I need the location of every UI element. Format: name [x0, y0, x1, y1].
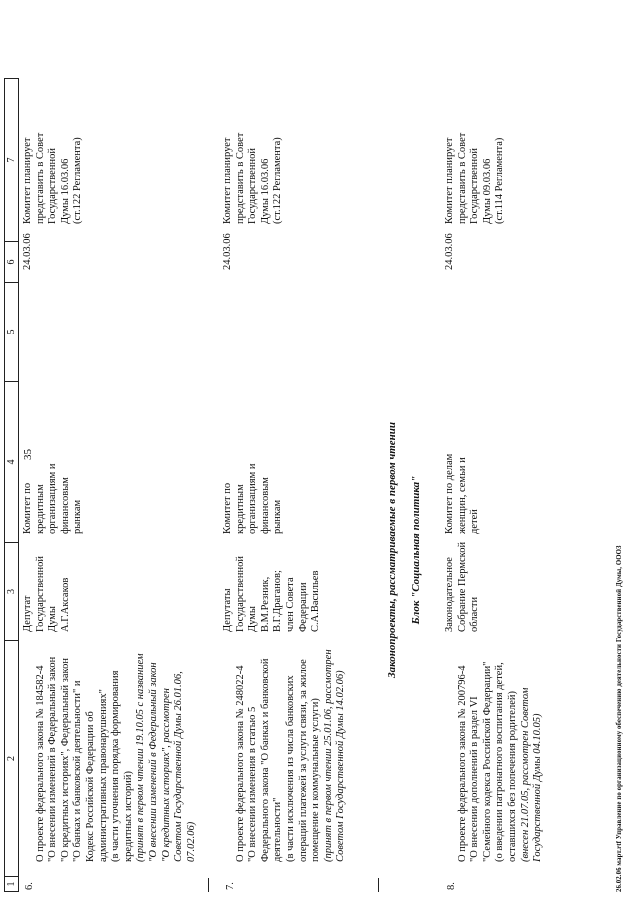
row-title-note: (внесен 21.07.05, рассмотрен Советом Государственной Думы 04.10.05) [519, 687, 544, 862]
row-date: 24.03.06 [444, 233, 455, 270]
row-title-note: (принят в первом чтении 25.01.06, рассмотрен Советом Государственной Думы 14.02.06) [322, 649, 347, 862]
row-title-note: (принят в первом чтении 19.10.05 с названием "О внесении изменений в Федеральный закон "О кредитных историях", рассмотрен Советом Государственной Думы 26.01.06, 07.02.06) [135, 653, 197, 862]
row-committee: Комитет по кредитным организациям и финансовым рынкам [22, 463, 84, 534]
section-heading: Законопроекты, рассматриваемые в первом чтении [386, 422, 398, 678]
header-col-2: 2 [5, 641, 19, 877]
row-committee: Комитет по кредитным организациям и финансовым рынкам [222, 463, 284, 534]
row-committee: Комитет по делам женщин, семьи и детей [444, 453, 481, 534]
row-title [444, 624, 545, 862]
block-heading: Блок "Социальная политика" [410, 475, 422, 625]
row-plan: Комитет планирует представить в Совет Государственной Думы 16.03.06 (ст.122 Регламента) [22, 132, 84, 224]
row-title [222, 624, 348, 862]
row-plan: Комитет планирует представить в Совет Государственной Думы 09.03.06 (ст.114 Регламента) [444, 132, 506, 224]
table-header [4, 78, 19, 892]
row-author: Депутаты Государственной Думы В.М.Резник, В.Г.Драганов; член Совета Федерации С.А.Васильев [222, 556, 322, 632]
row-date: 24.03.06 [22, 233, 33, 270]
header-col-4: 4 [5, 382, 19, 543]
row-author: Депутат Государственной Думы А.Г.Аксаков [22, 556, 71, 632]
page-footer: 26.02.06 март.rtf Управление по организационному обеспечению деятельности Государственной Думы, ООО3 [616, 545, 623, 892]
row-title [22, 624, 198, 862]
row-plan: Комитет планирует представить в Совет Государственной Думы 16.03.06 (ст.122 Регламента) [222, 132, 284, 224]
row-number: 6. [24, 882, 35, 890]
row-title-text: О проекте федерального закона № 200796-4 "О внесении дополнений в раздел VI "Семейного кодекса Российской Федерации" (о введении патронатного воспитания детей, оставшихся без попечения родителей) [456, 661, 518, 862]
row-number-rule [208, 878, 209, 892]
header-col-1: 1 [5, 877, 19, 892]
row-title-text: О проекте федерального закона № 184582-4 "О внесении изменений в Федеральный закон "О кредитных историях", Федеральный закон "О банках и банковской деятельности" и Кодекс Российской Федерации об административных правонарушениях" (в части уточнения порядка формирования кредитных историй) [34, 656, 134, 862]
header-col-6: 6 [5, 242, 19, 283]
header-col-7: 7 [5, 79, 19, 242]
row-title-text: О проекте федерального закона № 248022-4 "О внесении изменения в статью 5 Федерального закона "О банках и банковской деятельности" (в части исключения из числа банковских операций платежей за услуги связи, за жилое помещение и коммунальные услуги) [234, 658, 322, 862]
row-number-rule [378, 878, 379, 892]
row-number: 7. [225, 882, 236, 890]
row-date: 24.03.06 [222, 233, 233, 270]
row-author: Законодательное Собрание Пермской области [444, 541, 481, 632]
page-number: 35 [22, 449, 34, 460]
row-number: 8. [446, 882, 457, 890]
header-col-3: 3 [5, 543, 19, 641]
header-col-5: 5 [5, 283, 19, 382]
